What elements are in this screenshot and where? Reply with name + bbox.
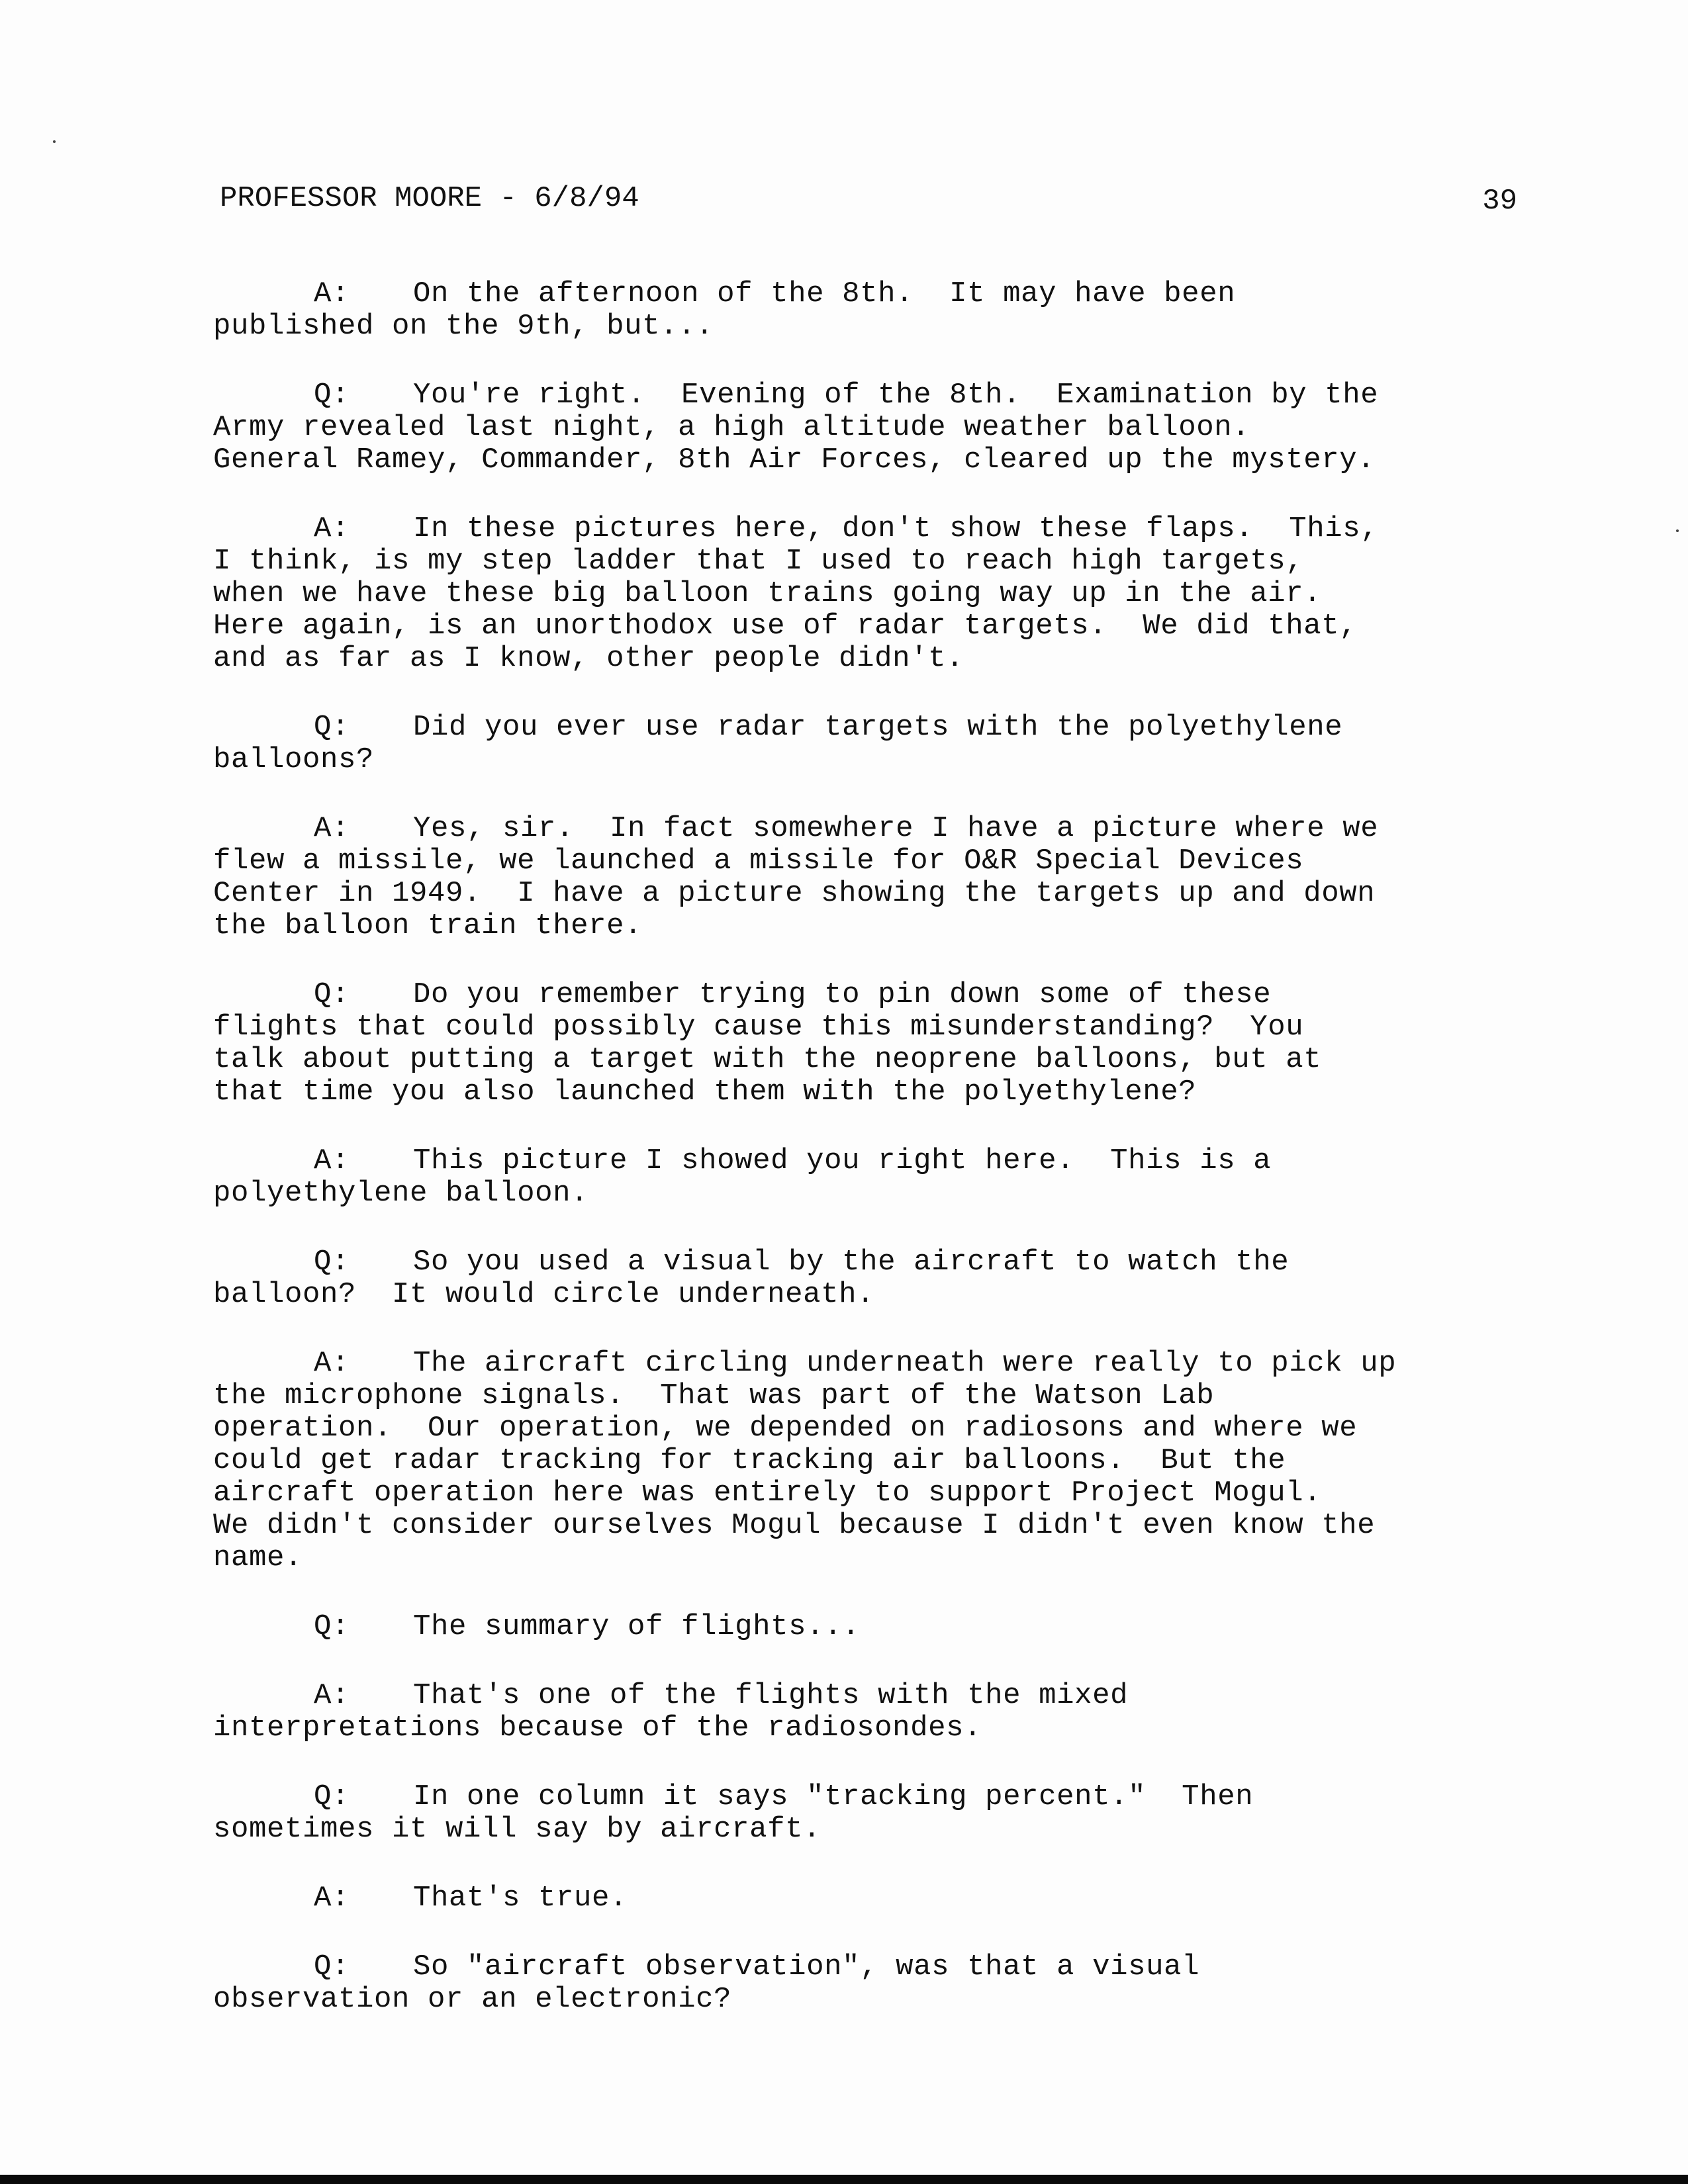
speaker-label: A:: [314, 512, 350, 545]
transcript-paragraph: [213, 1680, 1550, 1745]
paragraph-line: The aircraft circling underneath were really to pick up: [413, 1347, 1397, 1380]
paragraph-line: That's true.: [413, 1882, 628, 1915]
transcript-paragraph: [213, 1781, 1550, 1846]
speaker-label: Q:: [314, 1610, 350, 1643]
paragraph-line: Yes, sir. In fact somewhere I have a picture where we: [413, 812, 1379, 845]
paragraph-line: You're right. Evening of the 8th. Examination by the: [413, 379, 1379, 412]
transcript-paragraph: [213, 1951, 1550, 2016]
paragraph-line: On the afternoon of the 8th. It may have been: [413, 277, 1236, 310]
page-number: 39: [1482, 185, 1517, 218]
paragraph-line: when we have these big balloon trains going way up in the air.: [213, 577, 1322, 610]
speaker-label: Q:: [314, 379, 350, 412]
paragraph-line: published on the 9th, but...: [213, 310, 714, 343]
speaker-label: Q:: [314, 711, 350, 744]
speaker-label: Q:: [314, 1246, 350, 1279]
paragraph-line: could get radar tracking for tracking air balloons. But the: [213, 1444, 1286, 1477]
paragraph-line: and as far as I know, other people didn't.: [213, 642, 964, 675]
paragraph-line: So you used a visual by the aircraft to watch the: [413, 1246, 1289, 1279]
speaker-label: Q:: [314, 1950, 350, 1983]
transcript-paragraph: [213, 513, 1550, 675]
speaker-label: A:: [314, 1347, 350, 1380]
paragraph-line: We didn't consider ourselves Mogul because I didn't even know the: [213, 1509, 1376, 1542]
speaker-label: A:: [314, 277, 350, 310]
speaker-label: A:: [314, 1144, 350, 1177]
transcript-paragraph: [213, 711, 1550, 776]
bottom-border: [0, 2175, 1688, 2184]
transcript-paragraph: [213, 1611, 1550, 1643]
paragraph-line: sometimes it will say by aircraft.: [213, 1813, 821, 1846]
paragraph-line: General Ramey, Commander, 8th Air Forces, cleared up the mystery.: [213, 443, 1376, 477]
paragraph-line: So "aircraft observation", was that a visual: [413, 1950, 1200, 1983]
transcript-paragraph: [213, 1145, 1550, 1210]
paragraph-line: Center in 1949. I have a picture showing the targets up and down: [213, 877, 1376, 910]
paragraph-line: flights that could possibly cause this misunderstanding? You: [213, 1011, 1304, 1044]
paragraph-line: that time you also launched them with the polyethylene?: [213, 1075, 1197, 1109]
paragraph-line: Here again, is an unorthodox use of radar targets. We did that,: [213, 610, 1358, 643]
paragraph-line: name.: [213, 1541, 303, 1574]
transcript-paragraph: [213, 979, 1550, 1109]
transcript-paragraph: [213, 278, 1550, 343]
paragraph-line: I think, is my step ladder that I used to reach high targets,: [213, 545, 1304, 578]
speaker-label: Q:: [314, 978, 350, 1011]
paragraph-line: The summary of flights...: [413, 1610, 861, 1643]
transcript-paragraph: [213, 1882, 1550, 1915]
paragraph-line: flew a missile, we launched a missile for O&R Special Devices: [213, 844, 1304, 878]
paragraph-line: balloons?: [213, 743, 375, 776]
speaker-label: A:: [314, 1882, 350, 1915]
transcript-body: [213, 278, 1550, 2052]
paragraph-line: balloon? It would circle underneath.: [213, 1278, 875, 1311]
scan-speck: [1676, 529, 1679, 532]
speaker-label: Q:: [314, 1780, 350, 1813]
paragraph-line: talk about putting a target with the neoprene balloons, but at: [213, 1043, 1322, 1076]
paragraph-line: Army revealed last night, a high altitude weather balloon.: [213, 411, 1250, 444]
transcript-paragraph: [213, 813, 1550, 942]
transcript-paragraph: [213, 1347, 1550, 1574]
transcript-paragraph: [213, 1246, 1550, 1311]
scan-speck: [53, 140, 56, 143]
paragraph-line: That's one of the flights with the mixed: [413, 1679, 1129, 1712]
paragraph-line: the microphone signals. That was part of the Watson Lab: [213, 1379, 1215, 1412]
paragraph-line: Did you ever use radar targets with the polyethylene: [413, 711, 1343, 744]
paragraph-line: polyethylene balloon.: [213, 1177, 589, 1210]
transcript-paragraph: [213, 379, 1550, 477]
paragraph-line: observation or an electronic?: [213, 1983, 732, 2016]
header-title: PROFESSOR MOORE - 6/8/94: [220, 182, 639, 215]
paragraph-line: This picture I showed you right here. This is a: [413, 1144, 1272, 1177]
paragraph-line: In one column it says "tracking percent." Then: [413, 1780, 1254, 1813]
paragraph-line: Do you remember trying to pin down some of these: [413, 978, 1272, 1011]
paragraph-line: the balloon train there.: [213, 909, 643, 942]
paragraph-line: In these pictures here, don't show these flaps. This,: [413, 512, 1379, 545]
speaker-label: A:: [314, 1679, 350, 1712]
paragraph-line: interpretations because of the radiosondes.: [213, 1711, 982, 1745]
paragraph-line: aircraft operation here was entirely to support Project Mogul.: [213, 1477, 1322, 1510]
speaker-label: A:: [314, 812, 350, 845]
paragraph-line: operation. Our operation, we depended on radiosons and where we: [213, 1412, 1358, 1445]
page-header: [220, 180, 1517, 220]
